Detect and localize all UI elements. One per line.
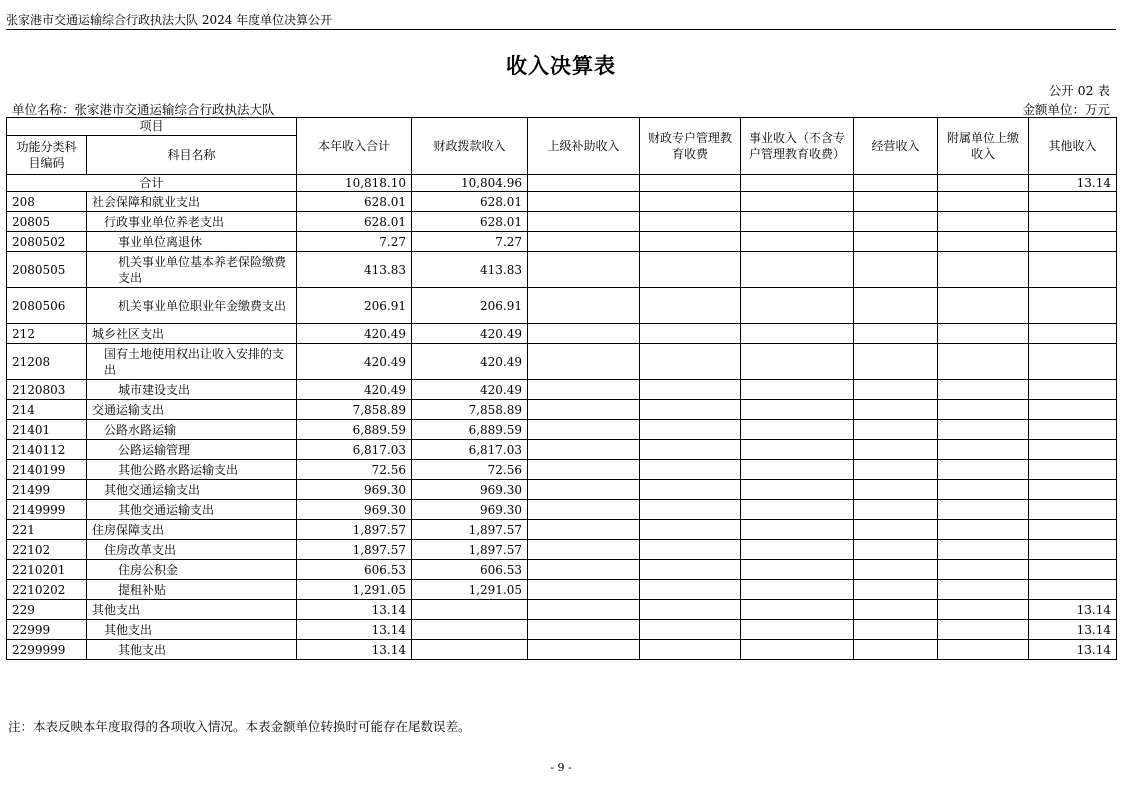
- header-total: 本年收入合计: [297, 118, 412, 175]
- row-upper: [528, 580, 640, 600]
- row-other: 13.14: [1029, 640, 1117, 660]
- row-fiscal: 420.49: [412, 344, 528, 380]
- row-code: 2299999: [7, 640, 87, 660]
- row-other: [1029, 580, 1117, 600]
- table-row: [7, 192, 1117, 212]
- row-upper: [528, 540, 640, 560]
- row-code: 2140199: [7, 460, 87, 480]
- row-business: [741, 560, 854, 580]
- row-total: 420.49: [297, 324, 412, 344]
- row-total: 13.14: [297, 600, 412, 620]
- row-total: 7,858.89: [297, 400, 412, 420]
- row-business: [741, 232, 854, 252]
- row-operating: [854, 580, 938, 600]
- row-code: 2149999: [7, 500, 87, 520]
- row-upper: [528, 380, 640, 400]
- row-business: [741, 500, 854, 520]
- row-operating: [854, 192, 938, 212]
- row-other: [1029, 460, 1117, 480]
- row-other: [1029, 540, 1117, 560]
- row-name: 机关事业单位基本养老保险缴费支出: [87, 252, 297, 288]
- total-total: 10,818.10: [297, 175, 412, 192]
- header-operating: 经营收入: [854, 118, 938, 175]
- row-upper: [528, 600, 640, 620]
- row-business: [741, 324, 854, 344]
- row-subsidiary: [938, 324, 1029, 344]
- row-code: 2080506: [7, 288, 87, 324]
- row-edu: [640, 440, 741, 460]
- row-edu: [640, 192, 741, 212]
- row-operating: [854, 460, 938, 480]
- row-edu: [640, 480, 741, 500]
- table-row: [7, 520, 1117, 540]
- row-fiscal: 6,817.03: [412, 440, 528, 460]
- row-upper: [528, 324, 640, 344]
- row-total: 6,889.59: [297, 420, 412, 440]
- total-business: [741, 175, 854, 192]
- row-fiscal: 606.53: [412, 560, 528, 580]
- row-total: 206.91: [297, 288, 412, 324]
- table-row: [7, 540, 1117, 560]
- row-edu: [640, 460, 741, 480]
- row-fiscal: 420.49: [412, 324, 528, 344]
- row-fiscal: 628.01: [412, 212, 528, 232]
- row-upper: [528, 232, 640, 252]
- row-operating: [854, 520, 938, 540]
- header-edu: 财政专户管理教育收费: [640, 118, 741, 175]
- row-name: 国有土地使用权出让收入安排的支出: [87, 344, 297, 380]
- total-fiscal: 10,804.96: [412, 175, 528, 192]
- row-code: 22102: [7, 540, 87, 560]
- row-total: 6,817.03: [297, 440, 412, 460]
- row-fiscal: 7,858.89: [412, 400, 528, 420]
- header-subsidiary: 附属单位上缴收入: [938, 118, 1029, 175]
- table-row: [7, 344, 1117, 380]
- row-fiscal: [412, 620, 528, 640]
- table-row: [7, 500, 1117, 520]
- row-other: 13.14: [1029, 620, 1117, 640]
- table-row: [7, 212, 1117, 232]
- row-edu: [640, 344, 741, 380]
- row-name: 其他支出: [87, 620, 297, 640]
- row-business: [741, 460, 854, 480]
- row-edu: [640, 400, 741, 420]
- row-name: 住房改革支出: [87, 540, 297, 560]
- row-edu: [640, 324, 741, 344]
- row-name: 城乡社区支出: [87, 324, 297, 344]
- row-subsidiary: [938, 344, 1029, 380]
- row-other: [1029, 440, 1117, 460]
- row-fiscal: 1,897.57: [412, 540, 528, 560]
- row-business: [741, 252, 854, 288]
- table-row: [7, 640, 1117, 660]
- table-row: [7, 324, 1117, 344]
- row-code: 2210202: [7, 580, 87, 600]
- row-subsidiary: [938, 560, 1029, 580]
- row-business: [741, 288, 854, 324]
- row-business: [741, 620, 854, 640]
- row-code: 21401: [7, 420, 87, 440]
- amount-unit: 金额单位：万元: [1022, 102, 1110, 117]
- row-operating: [854, 480, 938, 500]
- row-upper: [528, 420, 640, 440]
- total-subsidiary: [938, 175, 1029, 192]
- row-operating: [854, 560, 938, 580]
- table-row: [7, 480, 1117, 500]
- row-business: [741, 540, 854, 560]
- total-label: 合计: [7, 175, 297, 192]
- table-row: [7, 580, 1117, 600]
- row-other: [1029, 192, 1117, 212]
- row-subsidiary: [938, 600, 1029, 620]
- table-row: [7, 560, 1117, 580]
- row-name: 提租补贴: [87, 580, 297, 600]
- row-name: 其他支出: [87, 640, 297, 660]
- row-edu: [640, 560, 741, 580]
- row-business: [741, 192, 854, 212]
- table-row: [7, 380, 1117, 400]
- table-row: [7, 440, 1117, 460]
- table-row: [7, 600, 1117, 620]
- row-total: 1,897.57: [297, 520, 412, 540]
- income-table: [6, 117, 1117, 660]
- row-edu: [640, 500, 741, 520]
- row-subsidiary: [938, 540, 1029, 560]
- unit-name: 单位名称：张家港市交通运输综合行政执法大队: [12, 102, 275, 117]
- row-edu: [640, 640, 741, 660]
- row-upper: [528, 520, 640, 540]
- row-other: [1029, 212, 1117, 232]
- row-other: [1029, 288, 1117, 324]
- row-subsidiary: [938, 212, 1029, 232]
- row-business: [741, 580, 854, 600]
- row-name: 公路水路运输: [87, 420, 297, 440]
- row-fiscal: 72.56: [412, 460, 528, 480]
- row-upper: [528, 288, 640, 324]
- row-total: 969.30: [297, 480, 412, 500]
- row-edu: [640, 212, 741, 232]
- row-code: 221: [7, 520, 87, 540]
- row-operating: [854, 380, 938, 400]
- row-subsidiary: [938, 400, 1029, 420]
- row-total: 13.14: [297, 620, 412, 640]
- row-upper: [528, 344, 640, 380]
- row-total: 7.27: [297, 232, 412, 252]
- row-business: [741, 640, 854, 660]
- row-total: 628.01: [297, 212, 412, 232]
- row-name: 其他支出: [87, 600, 297, 620]
- row-total: 413.83: [297, 252, 412, 288]
- row-name: 住房公积金: [87, 560, 297, 580]
- row-business: [741, 480, 854, 500]
- table-row: [7, 620, 1117, 640]
- row-operating: [854, 324, 938, 344]
- row-subsidiary: [938, 232, 1029, 252]
- row-edu: [640, 600, 741, 620]
- row-business: [741, 344, 854, 380]
- row-subsidiary: [938, 252, 1029, 288]
- row-code: 21208: [7, 344, 87, 380]
- row-name: 住房保障支出: [87, 520, 297, 540]
- row-upper: [528, 212, 640, 232]
- row-business: [741, 600, 854, 620]
- row-business: [741, 440, 854, 460]
- row-subsidiary: [938, 420, 1029, 440]
- total-upper: [528, 175, 640, 192]
- total-operating: [854, 175, 938, 192]
- row-operating: [854, 500, 938, 520]
- row-other: 13.14: [1029, 600, 1117, 620]
- header-other: 其他收入: [1029, 118, 1117, 175]
- row-code: 20805: [7, 212, 87, 232]
- row-operating: [854, 440, 938, 460]
- row-fiscal: 628.01: [412, 192, 528, 212]
- row-upper: [528, 192, 640, 212]
- row-edu: [640, 620, 741, 640]
- row-upper: [528, 460, 640, 480]
- row-upper: [528, 620, 640, 640]
- row-operating: [854, 420, 938, 440]
- row-upper: [528, 440, 640, 460]
- row-upper: [528, 500, 640, 520]
- row-upper: [528, 640, 640, 660]
- row-edu: [640, 252, 741, 288]
- row-edu: [640, 380, 741, 400]
- row-total: 420.49: [297, 380, 412, 400]
- row-other: [1029, 324, 1117, 344]
- row-code: 21499: [7, 480, 87, 500]
- total-edu: [640, 175, 741, 192]
- row-edu: [640, 288, 741, 324]
- row-operating: [854, 600, 938, 620]
- row-code: 2120803: [7, 380, 87, 400]
- row-name: 其他公路水路运输支出: [87, 460, 297, 480]
- row-total: 1,897.57: [297, 540, 412, 560]
- row-code: 2080505: [7, 252, 87, 288]
- row-name: 城市建设支出: [87, 380, 297, 400]
- row-code: 2080502: [7, 232, 87, 252]
- row-fiscal: 969.30: [412, 500, 528, 520]
- row-subsidiary: [938, 640, 1029, 660]
- row-other: [1029, 560, 1117, 580]
- row-operating: [854, 400, 938, 420]
- row-total: 420.49: [297, 344, 412, 380]
- row-subsidiary: [938, 288, 1029, 324]
- header-code: 功能分类科目编码: [7, 136, 87, 175]
- row-operating: [854, 252, 938, 288]
- header-rule: [6, 29, 1116, 30]
- header-business: 事业收入（不含专户管理教育收费）: [741, 118, 854, 175]
- page-title: 收入决算表: [506, 53, 616, 78]
- row-other: [1029, 420, 1117, 440]
- row-subsidiary: [938, 620, 1029, 640]
- row-upper: [528, 560, 640, 580]
- row-other: [1029, 252, 1117, 288]
- row-other: [1029, 400, 1117, 420]
- row-other: [1029, 232, 1117, 252]
- row-edu: [640, 520, 741, 540]
- row-other: [1029, 380, 1117, 400]
- row-name: 其他交通运输支出: [87, 480, 297, 500]
- row-operating: [854, 540, 938, 560]
- row-other: [1029, 344, 1117, 380]
- row-total: 13.14: [297, 640, 412, 660]
- row-business: [741, 380, 854, 400]
- row-subsidiary: [938, 192, 1029, 212]
- row-name: 社会保障和就业支出: [87, 192, 297, 212]
- row-other: [1029, 520, 1117, 540]
- row-name: 其他交通运输支出: [87, 500, 297, 520]
- row-subsidiary: [938, 480, 1029, 500]
- row-upper: [528, 400, 640, 420]
- row-other: [1029, 500, 1117, 520]
- row-code: 2210201: [7, 560, 87, 580]
- total-row: [7, 175, 1117, 192]
- row-edu: [640, 420, 741, 440]
- row-fiscal: 7.27: [412, 232, 528, 252]
- row-business: [741, 520, 854, 540]
- row-fiscal: 413.83: [412, 252, 528, 288]
- total-other: 13.14: [1029, 175, 1117, 192]
- row-fiscal: 969.30: [412, 480, 528, 500]
- table-row: [7, 420, 1117, 440]
- row-edu: [640, 580, 741, 600]
- row-total: 628.01: [297, 192, 412, 212]
- row-operating: [854, 640, 938, 660]
- row-upper: [528, 480, 640, 500]
- row-edu: [640, 540, 741, 560]
- row-code: 2140112: [7, 440, 87, 460]
- header-name: 科目名称: [87, 136, 297, 175]
- row-fiscal: 1,291.05: [412, 580, 528, 600]
- row-name: 公路运输管理: [87, 440, 297, 460]
- row-code: 208: [7, 192, 87, 212]
- row-business: [741, 420, 854, 440]
- row-operating: [854, 212, 938, 232]
- row-fiscal: 420.49: [412, 380, 528, 400]
- table-row: [7, 252, 1117, 288]
- table-row: [7, 232, 1117, 252]
- row-code: 22999: [7, 620, 87, 640]
- row-other: [1029, 480, 1117, 500]
- header-fiscal: 财政拨款收入: [412, 118, 528, 175]
- row-fiscal: 6,889.59: [412, 420, 528, 440]
- row-fiscal: 206.91: [412, 288, 528, 324]
- footnote: 注：本表反映本年度取得的各项收入情况。本表金额单位转换时可能存在尾数误差。: [8, 719, 471, 734]
- row-code: 212: [7, 324, 87, 344]
- row-name: 事业单位离退休: [87, 232, 297, 252]
- row-upper: [528, 252, 640, 288]
- row-total: 1,291.05: [297, 580, 412, 600]
- row-total: 606.53: [297, 560, 412, 580]
- row-subsidiary: [938, 500, 1029, 520]
- row-operating: [854, 232, 938, 252]
- row-code: 214: [7, 400, 87, 420]
- row-operating: [854, 620, 938, 640]
- row-fiscal: [412, 600, 528, 620]
- row-total: 72.56: [297, 460, 412, 480]
- row-subsidiary: [938, 380, 1029, 400]
- page-number: - 9 -: [550, 761, 572, 774]
- table-row: [7, 400, 1117, 420]
- row-business: [741, 400, 854, 420]
- running-header: 张家港市交通运输综合行政执法大队 2024 年度单位决算公开: [6, 13, 333, 27]
- header-upper: 上级补助收入: [528, 118, 640, 175]
- row-operating: [854, 344, 938, 380]
- row-business: [741, 212, 854, 232]
- row-total: 969.30: [297, 500, 412, 520]
- row-name: 机关事业单位职业年金缴费支出: [87, 288, 297, 324]
- row-name: 行政事业单位养老支出: [87, 212, 297, 232]
- table-number: 公开 02 表: [1048, 83, 1110, 98]
- row-edu: [640, 232, 741, 252]
- table-row: [7, 460, 1117, 480]
- table-row: [7, 288, 1117, 324]
- row-subsidiary: [938, 440, 1029, 460]
- row-code: 229: [7, 600, 87, 620]
- row-subsidiary: [938, 460, 1029, 480]
- row-fiscal: 1,897.57: [412, 520, 528, 540]
- row-subsidiary: [938, 520, 1029, 540]
- header-item: 项目: [7, 118, 297, 136]
- row-operating: [854, 288, 938, 324]
- row-subsidiary: [938, 580, 1029, 600]
- row-fiscal: [412, 640, 528, 660]
- row-name: 交通运输支出: [87, 400, 297, 420]
